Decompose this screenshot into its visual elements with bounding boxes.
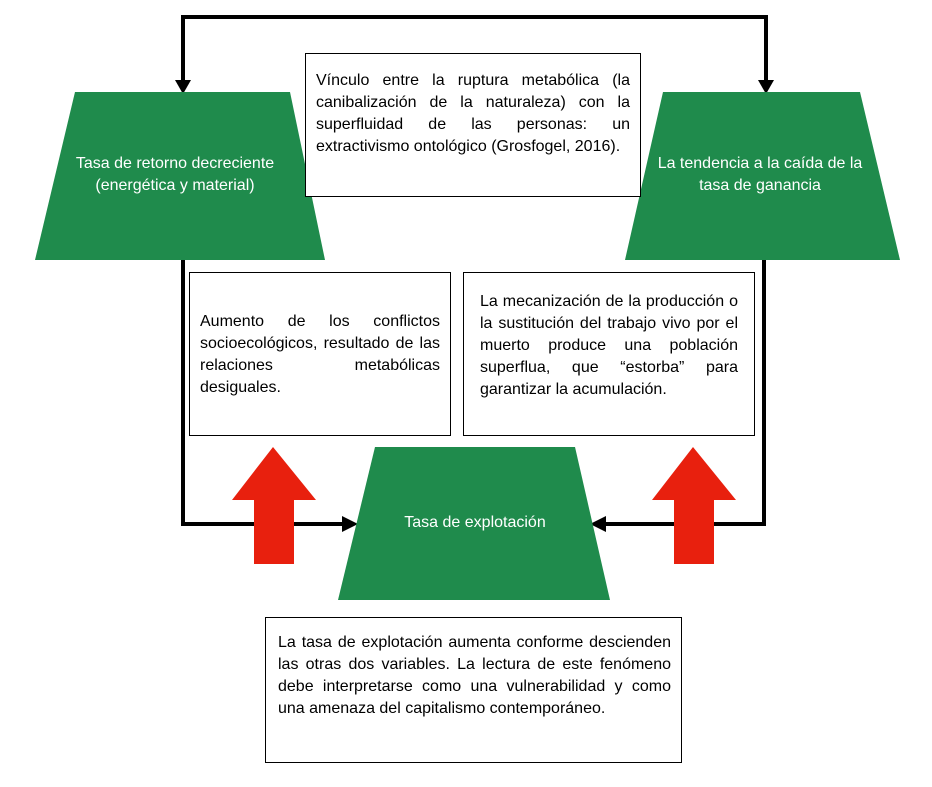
- middle-right-text: La mecanización de la producción o la sustitución del trabajo vivo por el muerto produce una población superflua, que “estorba” para garantizar la acumulación.: [480, 293, 738, 398]
- right-trapezoid-label: La tendencia a la caída de la tasa de ganancia: [657, 155, 863, 194]
- middle-left-textbox: [189, 272, 451, 436]
- center-trapezoid-label: Tasa de explotación: [404, 514, 546, 531]
- left-up-arrow: [232, 447, 316, 564]
- top-loop-arrowhead-left: [175, 80, 191, 94]
- bottom-center-textbox: [265, 617, 682, 763]
- middle-left-text: Aumento de los conflictos socioecológicos, resultado de las relaciones metabólicas desiguales.: [200, 313, 440, 396]
- top-loop-arrowhead-right: [758, 80, 774, 94]
- right-up-arrow: [652, 447, 736, 564]
- top-center-textbox: [305, 53, 641, 197]
- middle-right-textbox: [463, 272, 755, 436]
- bottom-center-text: La tasa de explotación aumenta conforme descienden las otras dos variables. La lectura de este fenómeno debe interpretarse como una vulnerabilidad y como una amenaza del capitalismo contemporáneo.: [278, 634, 671, 717]
- left-trapezoid-label: Tasa de retorno decreciente (energética y material): [75, 155, 275, 194]
- top-center-text: Vínculo entre la ruptura metabólica (la canibalización de la naturaleza) con la superfluidad de las personas: un extractivismo ontológico (Grosfogel, 2016).: [316, 72, 630, 155]
